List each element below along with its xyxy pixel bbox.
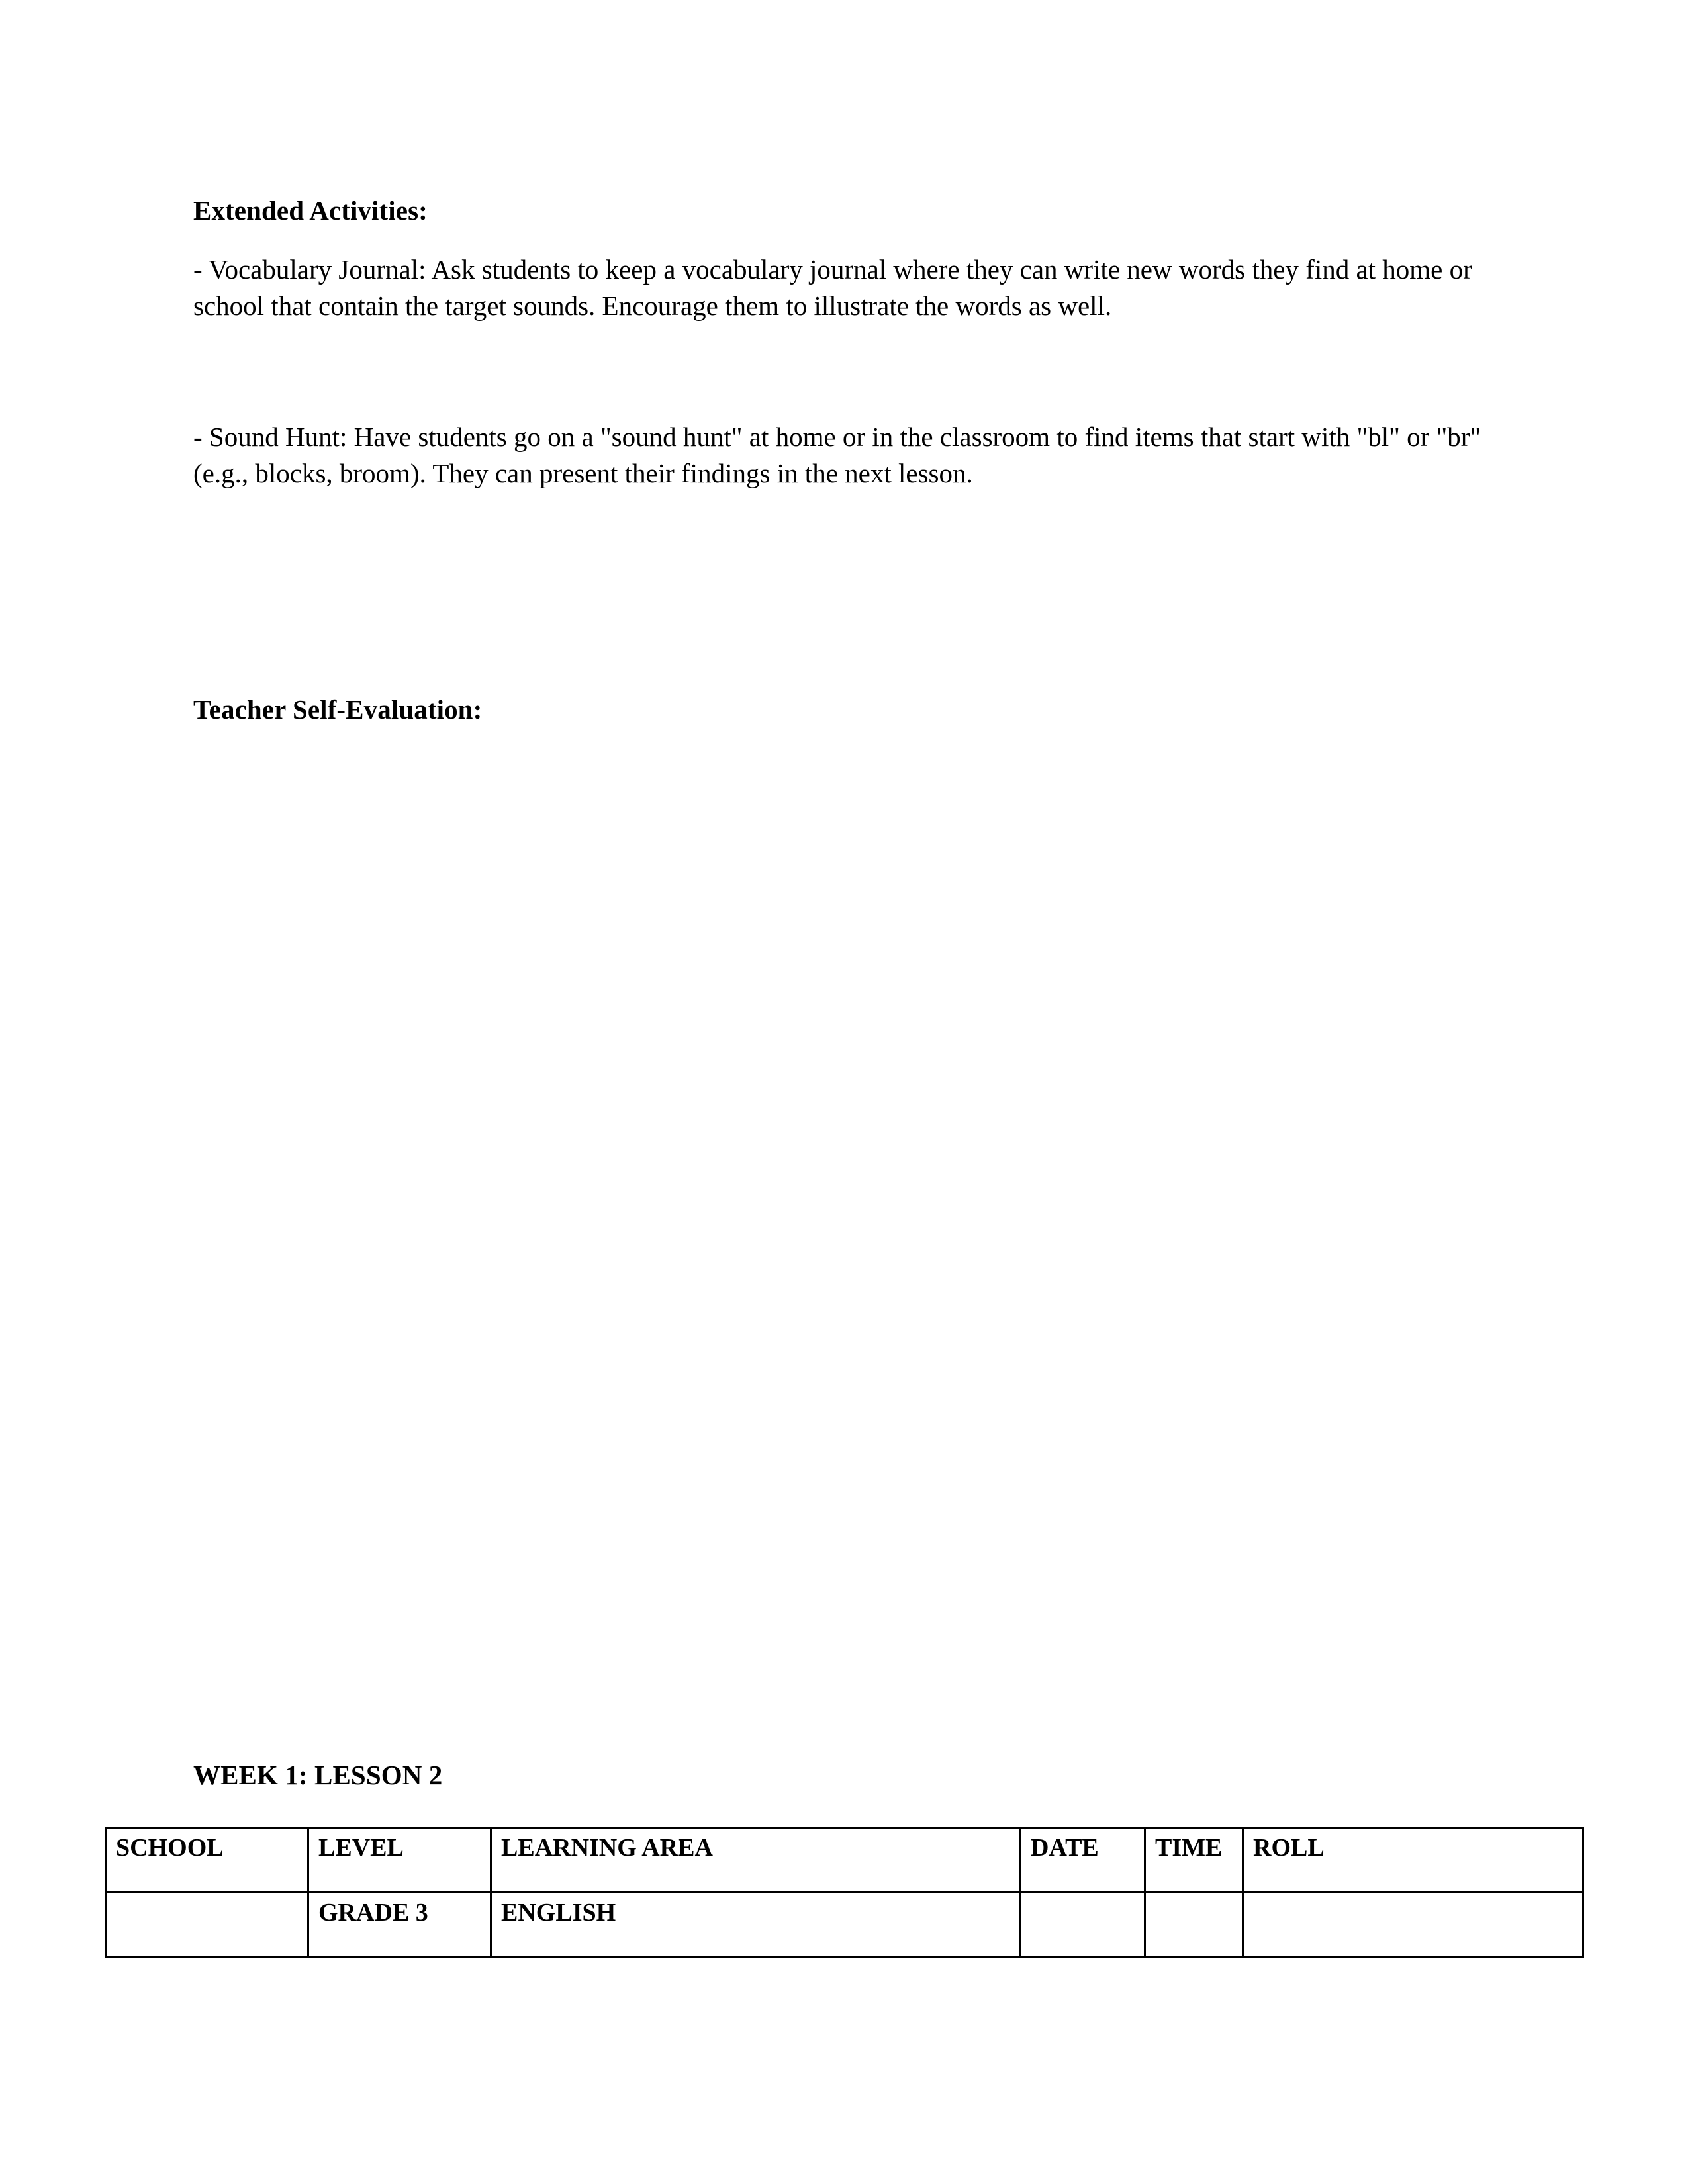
table-header-learning-area: LEARNING AREA [491,1828,1021,1893]
week-lesson-heading: WEEK 1: LESSON 2 [193,1760,443,1790]
table-header-date: DATE [1021,1828,1145,1893]
table-cell-level[interactable]: GRADE 3 [308,1893,491,1958]
sound-hunt-paragraph: - Sound Hunt: Have students go on a "sound hunt" at home or in the classroom to find items that start with "bl" or "br" (e.g., blocks, broom). They can present their findings in the next lesson. [193,422,1481,489]
table-row [106,1893,1583,1958]
extended-activities-heading: Extended Activities: [193,195,428,226]
lesson-info-table-wrapper [105,1827,1582,1958]
table-header-roll: ROLL [1243,1828,1583,1893]
table-cell-date[interactable] [1021,1893,1145,1958]
vocabulary-journal-paragraph: - Vocabulary Journal: Ask students to keep a vocabulary journal where they can write new words they find at home or school that contain the target sounds. Encourage them to illustrate the words as well. [193,254,1472,322]
lesson-info-table [105,1827,1584,1958]
table-cell-school[interactable] [106,1893,308,1958]
table-header-time: TIME [1145,1828,1243,1893]
table-cell-learning-area[interactable]: ENGLISH [491,1893,1021,1958]
table-header-row [106,1828,1583,1893]
table-cell-roll[interactable] [1243,1893,1583,1958]
teacher-self-evaluation-heading: Teacher Self-Evaluation: [193,694,483,725]
table-header-school: SCHOOL [106,1828,308,1893]
table-header-level: LEVEL [308,1828,491,1893]
table-cell-time[interactable] [1145,1893,1243,1958]
